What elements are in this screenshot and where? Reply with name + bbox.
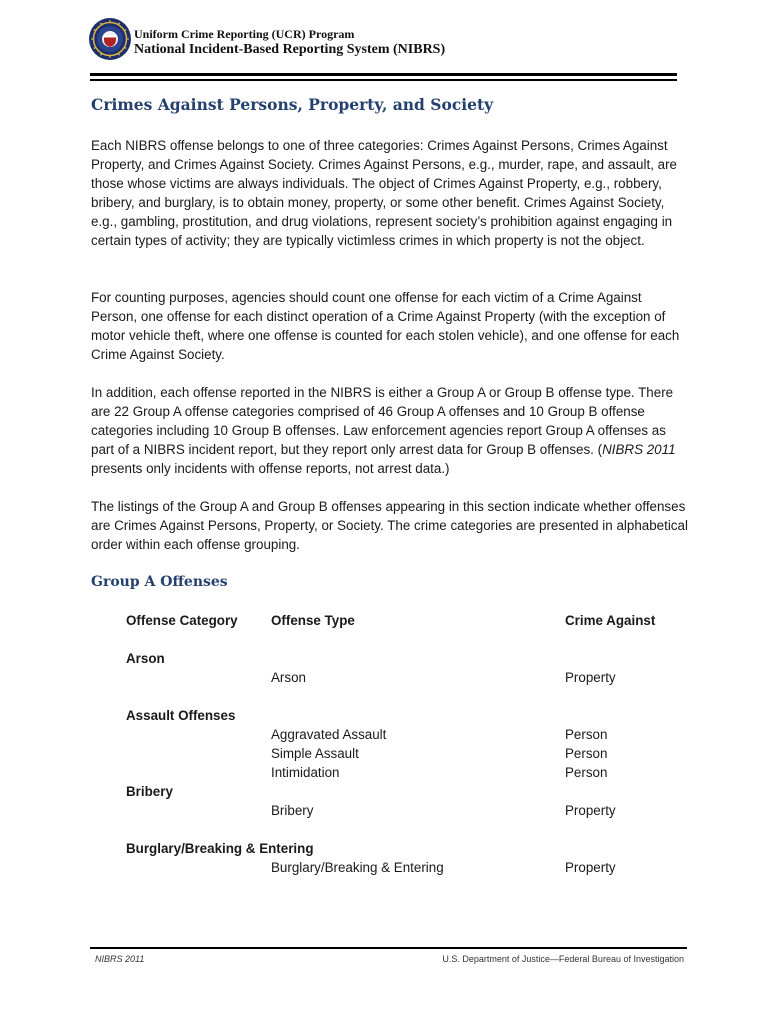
paragraph-group-types-text-end: presents only incidents with offense reports, not arrest data.) [91,461,450,476]
crime-against: Property [565,670,616,685]
group-a-heading: Group A Offenses [91,574,228,590]
offense-category: Assault Offenses [126,708,236,723]
page-title: Crimes Against Persons, Property, and Society [91,95,494,114]
paragraph-group-types-text: In addition, each offense reported in the NIBRS is either a Group A or Group B offense type. There are 22 Group A offense categories comprised of 46 Group A offenses and 10 Group B offense categories including 10 Group B offenses. Law enforcement agencies report Group A offenses as part of a NIBRS incident report, but they report only arrest data for Group B offenses. ( [91,385,674,457]
header-system-title: National Incident-Based Reporting System (NIBRS) [134,42,446,57]
offense-type: Intimidation [271,765,340,780]
crime-against: Person [565,727,608,742]
paragraph-group-types [91,383,691,478]
publication-title: NIBRS 2011 [602,442,676,457]
paragraph-listings: The listings of the Group A and Group B offenses appearing in this section indicate whether offenses are Crimes Against Persons, Property, or Society. The crime categories are presented in alphabetical order within each offense grouping. [91,499,688,552]
header-rule-bottom [90,79,677,81]
offense-type: Arson [271,670,306,685]
footer-agency: U.S. Department of Justice—Federal Bureau of Investigation [442,954,684,964]
offense-category: Burglary/Breaking & Entering [126,841,314,856]
offense-type: Aggravated Assault [271,727,387,742]
crime-against: Property [565,803,616,818]
offense-category: Bribery [126,784,173,799]
column-header-against: Crime Against [565,613,656,628]
offense-type: Bribery [271,803,314,818]
header-rule-top [90,73,677,76]
fbi-seal-icon [88,17,132,61]
crime-against: Property [565,860,616,875]
column-header-category: Offense Category [126,613,238,628]
crime-against: Person [565,765,608,780]
footer-publication: NIBRS 2011 [95,954,145,964]
offense-type: Simple Assault [271,746,359,761]
crime-against: Person [565,746,608,761]
column-header-type: Offense Type [271,613,355,628]
paragraph-categories: Each NIBRS offense belongs to one of three categories: Crimes Against Persons, Crimes Against Property, and Crimes Against Society. Crimes Against Persons, e.g., murder, rape, and assault, are those whose victims are always individuals. The object of Crimes Against Property, e.g., robbery, bribery, and burglary, is to obtain money, property, or some other benefit. Crimes Against Society, e.g., gambling, prostitution, and drug violations, represent society’s prohibition against engaging in certain types of activity; they are typically victimless crimes in which property is not the object. [91,138,677,248]
paragraph-counting: For counting purposes, agencies should count one offense for each victim of a Crime Against Person, one offense for each distinct operation of a Crime Against Property (with the exception of motor vehicle theft, where one offense is counted for each stolen vehicle), and one offense for each Crime Against Society. [91,290,680,362]
offense-category: Arson [126,651,165,666]
header-program-title: Uniform Crime Reporting (UCR) Program [134,27,355,41]
footer-rule [90,947,687,949]
offense-type: Burglary/Breaking & Entering [271,860,444,875]
